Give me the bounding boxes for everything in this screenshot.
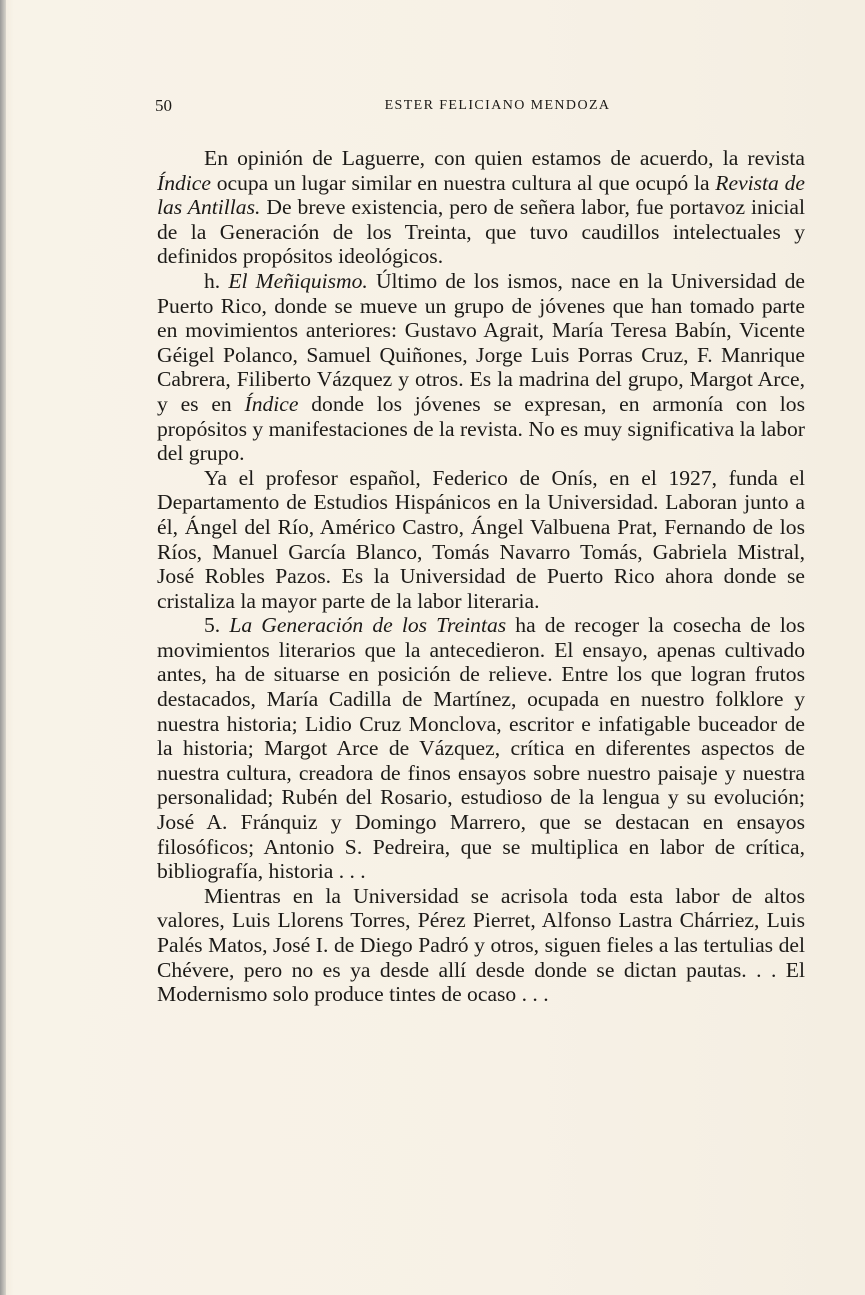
text-segment: Mientras en la Universidad se acrisola toda esta labor de altos valores, Luis Llorens Torres, Pérez Pierret, Alfonso Lastra Chárriez, Luis Palés Matos, José I. de Diego Padró y otros, siguen fieles a las tertulias del Chévere, pero no es ya desde allí desde donde se dictan pautas. . . El Modernismo solo produce tintes de ocaso . . .: [157, 883, 805, 1007]
text-segment: 5.: [204, 613, 230, 638]
body-text: [157, 146, 805, 1007]
italic-text-segment: Índice: [244, 391, 299, 416]
paragraph-4: [157, 613, 805, 884]
text-segment: De breve existencia, pero de señera labor, fue portavoz inicial de la Generación de los Treinta, que tuvo caudillos intelectuales y definidos propósitos ideológicos.: [157, 195, 805, 269]
page-number: 50: [155, 96, 172, 115]
paragraph-3: [157, 466, 805, 614]
running-head: ESTER FELICIANO MENDOZA: [384, 98, 611, 113]
text-segment: h.: [204, 268, 229, 293]
paragraph-1: [157, 146, 805, 269]
page-header: [155, 96, 810, 120]
italic-text-segment: Índice: [157, 170, 211, 195]
italic-text-segment: Revista de las Antillas.: [157, 170, 805, 220]
text-segment: En opinión de Laguerre, con quien estamos de acuerdo, la revista: [204, 146, 805, 170]
text-segment: ha de recoger la cosecha de los movimientos literarios que la antecedieron. El ensayo, apenas cultivado antes, ha de situarse en posición de relieve. Entre los que logran frutos destacados, María Cadilla de Martínez, ocupada en nuestro folklore y nuestra historia; Lidio Cruz Monclova, escritor e infatigable buceador de la historia; Margot Arce de Vázquez, crítica en diferentes aspectos de nuestra cultura, creadora de finos ensayos sobre nuestro paisaje y nuestra personalidad; Rubén del Rosario, estudioso de la lengua y su evolución; José A. Fránquiz y Domingo Marrero, que se destacan en ensayos filosóficos; Antonio S. Pedreira, que se multiplica en labor de crítica, bibliografía, historia . . .: [157, 613, 806, 884]
text-segment: ocupa un lugar similar en nuestra cultura al que ocupó la: [210, 170, 716, 195]
page-binding-edge: [0, 0, 6, 1295]
paragraph-2: [157, 269, 805, 466]
italic-text-segment: La Generación de los Treintas: [229, 613, 507, 638]
paragraph-5: [157, 884, 805, 1007]
text-segment: Último de los ismos, nace en la Universidad de Puerto Rico, donde se mueve un grupo de jóvenes que han tomado parte en movimientos anteriores: Gustavo Agrait, María Teresa Babín, Vicente Géigel Polanco, Samuel Quiñones, Jorge Luis Porras Cruz, F. Manrique Cabrera, Filiberto Vázquez y otros. Es la madrina del grupo, Margot Arce, y es en: [157, 268, 805, 416]
text-segment: donde los jóvenes se expresan, en armonía con los propósitos y manifestaciones de la revista. No es muy significativa la labor del grupo.: [157, 391, 805, 466]
text-segment: Ya el profesor español, Federico de Onís, en el 1927, funda el Departamento de Estudios Hispánicos en la Universidad. Laboran junto a él, Ángel del Río, Américo Castro, Ángel Valbuena Prat, Fernando de los Ríos, Manuel García Blanco, Tomás Navarro Tomás, Gabriela Mistral, José Robles Pazos. Es la Universidad de Puerto Rico ahora donde se cristaliza la mayor parte de la labor literaria.: [157, 465, 805, 613]
italic-text-segment: El Meñiquismo.: [228, 268, 368, 293]
